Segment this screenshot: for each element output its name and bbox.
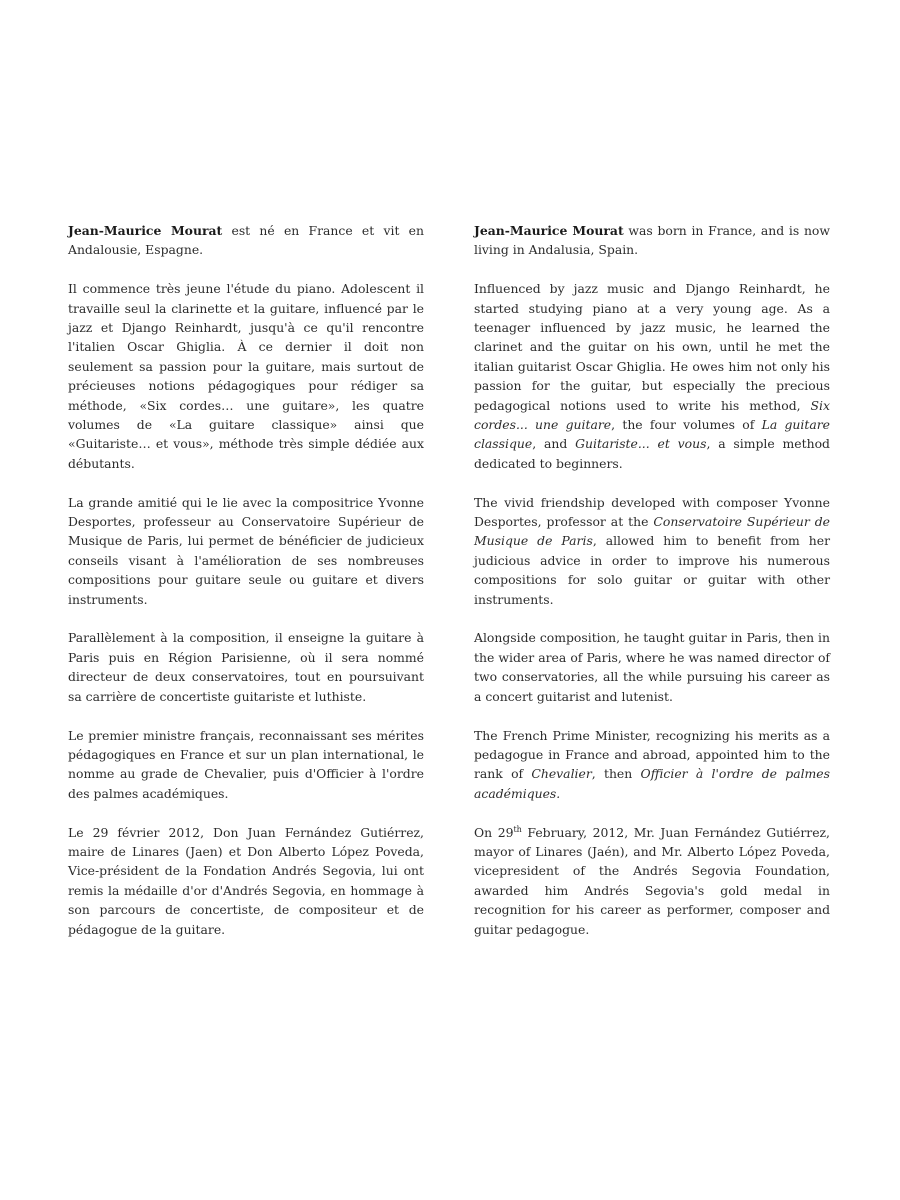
en-paragraph-early-life <box>474 279 830 473</box>
en-paragraph-teaching: Alongside composition, he taught guitar in Paris, then in the wider area of Paris, where he was named director of two conservatories, all the while pursuing his career as a concert guitarist and lutenist. <box>474 630 830 704</box>
en-honours-text: , then <box>591 766 641 782</box>
en-paragraph-medal <box>474 823 830 939</box>
fr-paragraph-friendship: La grande amitié qui le lie avec la compositrice Yvonne Desportes, professeur au Conservatoire Supérieur de Musique de Paris, lui permet de bénéficier de judicieux conseils visant à l'amélioration de ses nombreuses compositions pour guitare seule ou guitare et divers instruments. <box>68 494 424 607</box>
fr-intro-text: est né en France et vit en Andalousie, Espagne. <box>68 223 424 258</box>
en-author-name: Jean-Maurice Mourat <box>474 223 624 238</box>
en-early-life-text: Influenced by jazz music and Django Reinhardt, he started studying piano at a very young age. As a teenager influenced by jazz music, he learned the clarinet and the guitar on his own, until he met the italian guitarist Oscar Ghiglia. He owes him not only his passion for the guitar, but especially the precious pedagogical notions used to write his method, <box>474 281 830 413</box>
fr-paragraph-early-life: Il commence très jeune l'étude du piano. Adolescent il travaille seul la clarinette et la guitare, influencé par le jazz et Django Reinhardt, jusqu'à ce qu'il rencontre l'italien Oscar Ghiglia. À ce dernier il doit non seulement sa passion pour la guitare, mais surtout de précieuses notions pédagogiques pour rédiger sa méthode, «Six cordes… une guitare», les quatre volumes de «La guitare classique» ainsi que «Guitariste… et vous», méthode très simple dédiée aux débutants. <box>68 281 424 471</box>
en-volumes-title: La guitare classique <box>474 417 831 452</box>
en-honours-text: The French Prime Minister, recognizing his merits as a pedagogue in France and abroad, appointed him to the rank of <box>474 727 830 782</box>
en-early-life-text: , and <box>532 436 576 452</box>
en-officier-rank: Officier à l'ordre de palmes académiques. <box>474 766 830 801</box>
en-paragraph-friendship <box>474 493 830 609</box>
en-date-ordinal: th <box>513 824 522 834</box>
en-chevalier-rank: Chevalier <box>531 766 592 782</box>
en-friendship-text: , allowed him to benefit from her judicious advice in order to improve his numerous compositions for solo guitar or guitar with other instruments. <box>474 533 830 607</box>
en-early-life-text: , the four volumes of <box>611 417 762 433</box>
en-paragraph-intro <box>474 221 830 260</box>
fr-paragraph-teaching: Parallèlement à la composition, il enseigne la guitare à Paris puis en Région Parisienne, où il sera nommé directeur de deux conservatoires, tout en poursuivant sa carrière de concertiste guitariste et luthiste. <box>68 630 424 704</box>
english-column <box>474 221 830 958</box>
french-column <box>68 221 424 958</box>
en-medal-text: February, 2012, Mr. Juan Fernández Gutiérrez, mayor of Linares (Jaén), and Mr. Alberto López Poveda, vicepresident of the Andrés Segovia Foundation, awarded him Andrés Segovia's gold medal in recognition for his career as performer, composer and guitar pedagogue. <box>474 824 830 937</box>
fr-paragraph-honours: Le premier ministre français, reconnaissant ses mérites pédagogiques en France et sur un plan international, le nomme au grade de Chevalier, puis d'Officier à l'ordre des palmes académiques. <box>68 727 424 801</box>
en-early-life-text: , a simple method dedicated to beginners. <box>474 436 830 471</box>
en-paragraph-honours <box>474 726 830 804</box>
en-conservatoire-name: Conservatoire Supérieur de Musique de Paris <box>474 514 831 549</box>
fr-paragraph-medal: Le 29 février 2012, Don Juan Fernández Gutiérrez, maire de Linares (Jaen) et Don Alberto López Poveda, Vice-président de la Fondation Andrés Segovia, lui ont remis la médaille d'or d'Andrés Segovia, en hommage à son parcours de concertiste, de compositeur et de pédagogue de la guitare. <box>68 824 424 937</box>
fr-paragraph-intro <box>68 221 424 260</box>
en-friendship-text: The vivid friendship developed with composer Yvonne Desportes, professor at the <box>474 494 830 530</box>
en-medal-text: On 29 <box>474 824 514 840</box>
en-intro-text: was born in France, and is now living in Andalusia, Spain. <box>474 223 830 258</box>
en-method-title: Six cordes... une guitare <box>474 397 830 433</box>
fr-author-name: Jean-Maurice Mourat <box>68 223 223 238</box>
en-beginners-title: Guitariste... et vous <box>575 436 707 452</box>
